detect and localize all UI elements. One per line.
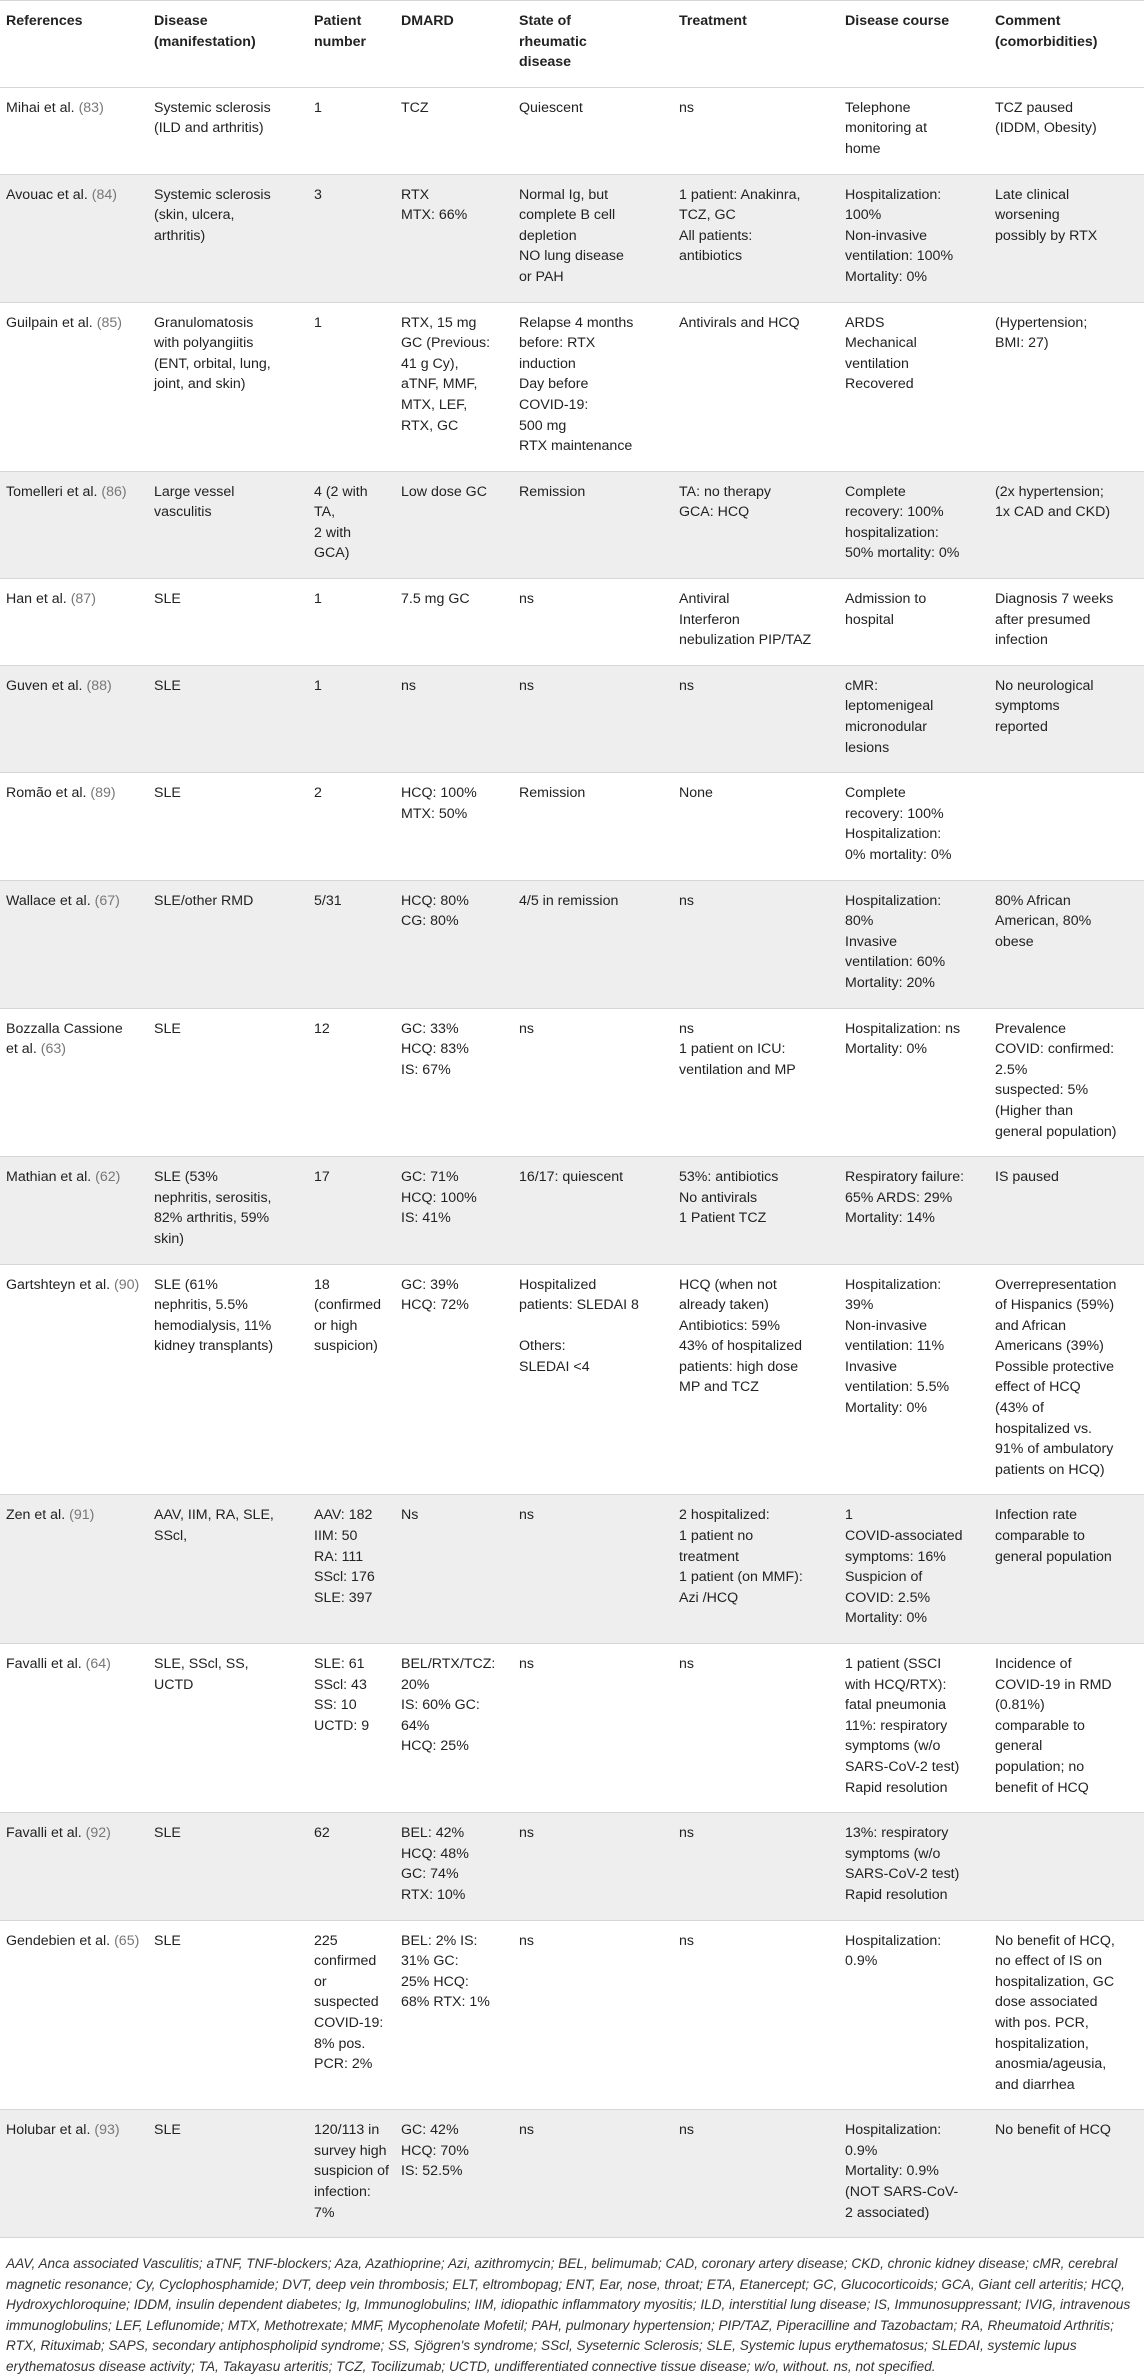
header-patient-number: Patient number	[308, 1, 395, 88]
comment-cell: TCZ paused (IDDM, Obesity)	[989, 87, 1144, 174]
reference-cell	[0, 1495, 148, 1644]
dmard-cell: BEL: 42% HCQ: 48% GC: 74% RTX: 10%	[395, 1813, 513, 1920]
treatment-cell: Antivirals and HCQ	[673, 302, 839, 471]
disease-cell: AAV, IIM, RA, SLE, SScl,	[148, 1495, 308, 1644]
treatment-cell: 1 patient: Anakinra, TCZ, GC All patients: antibiotics	[673, 174, 839, 302]
table-row	[0, 174, 1144, 302]
patient-number-cell: 1	[308, 579, 395, 666]
reference-author: Mathian et al.	[6, 1169, 92, 1186]
table-row	[0, 1495, 1144, 1644]
disease-cell: Systemic sclerosis (skin, ulcera, arthritis)	[148, 174, 308, 302]
comment-cell: Late clinical worsening possibly by RTX	[989, 174, 1144, 302]
reference-author: Zen et al.	[6, 1507, 66, 1524]
reference-link[interactable]: (83)	[78, 99, 104, 116]
treatment-cell: ns	[673, 880, 839, 1008]
state-cell: Remission	[513, 773, 673, 880]
state-cell: ns	[513, 579, 673, 666]
header-comment: Comment (comorbidities)	[989, 1, 1144, 88]
patient-number-cell: 17	[308, 1157, 395, 1264]
dmard-cell: HCQ: 100% MTX: 50%	[395, 773, 513, 880]
reference-link[interactable]: (90)	[114, 1276, 140, 1293]
reference-link[interactable]: (88)	[86, 677, 112, 694]
patient-number-cell: 225 confirmed or suspected COVID-19: 8% pos. PCR: 2%	[308, 1920, 395, 2110]
treatment-cell: ns	[673, 1813, 839, 1920]
dmard-cell: GC: 39% HCQ: 72%	[395, 1264, 513, 1495]
table-row	[0, 1008, 1144, 1157]
patient-number-cell: 3	[308, 174, 395, 302]
disease-course-cell: ARDS Mechanical ventilation Recovered	[839, 302, 989, 471]
disease-cell: SLE	[148, 579, 308, 666]
state-cell: Hospitalized patients: SLEDAI 8 Others: SLEDAI <4	[513, 1264, 673, 1495]
table-row	[0, 302, 1144, 471]
state-cell: Normal Ig, but complete B cell depletion NO lung disease or PAH	[513, 174, 673, 302]
reference-link[interactable]: (86)	[101, 483, 127, 500]
disease-course-cell: Hospitalization: 80% Invasive ventilation: 60% Mortality: 20%	[839, 880, 989, 1008]
state-cell: ns	[513, 1495, 673, 1644]
disease-course-cell: 1 COVID-associated symptoms: 16% Suspicion of COVID: 2.5% Mortality: 0%	[839, 1495, 989, 1644]
reference-cell	[0, 471, 148, 578]
treatment-cell: ns	[673, 1644, 839, 1813]
disease-cell: SLE	[148, 2110, 308, 2238]
reference-cell	[0, 1008, 148, 1157]
table-row	[0, 1644, 1144, 1813]
reference-cell	[0, 302, 148, 471]
disease-course-cell: Telephone monitoring at home	[839, 87, 989, 174]
table-row	[0, 2110, 1144, 2238]
patient-number-cell: AAV: 182 IIM: 50 RA: 111 SScl: 176 SLE: 397	[308, 1495, 395, 1644]
comment-cell: No benefit of HCQ, no effect of IS on hospitalization, GC dose associated with pos. PCR, hospitalization, anosmia/ageusia, and diarrhea	[989, 1920, 1144, 2110]
disease-cell: SLE	[148, 1008, 308, 1157]
disease-course-cell: Hospitalization: 0.9% Mortality: 0.9% (NOT SARS-CoV- 2 associated)	[839, 2110, 989, 2238]
comment-cell: Incidence of COVID-19 in RMD (0.81%) comparable to general population; no benefit of HCQ	[989, 1644, 1144, 1813]
state-cell: ns	[513, 665, 673, 772]
table-row	[0, 1157, 1144, 1264]
dmard-cell: GC: 42% HCQ: 70% IS: 52.5%	[395, 2110, 513, 2238]
reference-cell	[0, 1157, 148, 1264]
reference-cell	[0, 773, 148, 880]
disease-course-cell: Hospitalization: 0.9%	[839, 1920, 989, 2110]
dmard-cell: HCQ: 80% CG: 80%	[395, 880, 513, 1008]
treatment-cell: ns	[673, 2110, 839, 2238]
treatment-cell: 2 hospitalized: 1 patient no treatment 1 patient (on MMF): Azi /HCQ	[673, 1495, 839, 1644]
reference-link[interactable]: (67)	[94, 892, 120, 909]
comment-cell: No neurological symptoms reported	[989, 665, 1144, 772]
comment-cell	[989, 773, 1144, 880]
treatment-cell: ns	[673, 1920, 839, 2110]
reference-author: Bozzalla Cassione et al.	[6, 1020, 123, 1058]
treatment-cell: None	[673, 773, 839, 880]
disease-course-cell: Respiratory failure: 65% ARDS: 29% Mortality: 14%	[839, 1157, 989, 1264]
table-row	[0, 773, 1144, 880]
state-cell: ns	[513, 1644, 673, 1813]
patient-number-cell: 2	[308, 773, 395, 880]
disease-cell: SLE/other RMD	[148, 880, 308, 1008]
reference-cell	[0, 87, 148, 174]
reference-author: Gendebien et al.	[6, 1932, 111, 1949]
reference-cell	[0, 665, 148, 772]
reference-author: Holubar et al.	[6, 2122, 91, 2139]
patient-number-cell: SLE: 61 SScl: 43 SS: 10 UCTD: 9	[308, 1644, 395, 1813]
reference-author: Wallace et al.	[6, 892, 91, 909]
disease-cell: SLE, SScl, SS, UCTD	[148, 1644, 308, 1813]
table-row	[0, 665, 1144, 772]
disease-cell: Systemic sclerosis (ILD and arthritis)	[148, 87, 308, 174]
reference-cell	[0, 1813, 148, 1920]
patient-number-cell: 5/31	[308, 880, 395, 1008]
disease-course-cell: Admission to hospital	[839, 579, 989, 666]
state-cell: ns	[513, 1813, 673, 1920]
treatment-cell: Antiviral Interferon nebulization PIP/TAZ	[673, 579, 839, 666]
reference-author: Favalli et al.	[6, 1656, 82, 1672]
header-dmard: DMARD	[395, 1, 513, 88]
dmard-cell: Low dose GC	[395, 471, 513, 578]
treatment-cell: ns 1 patient on ICU: ventilation and MP	[673, 1008, 839, 1157]
disease-course-cell: Hospitalization: 39% Non-invasive ventilation: 11% Invasive ventilation: 5.5% Mortality: 0%	[839, 1264, 989, 1495]
reference-link[interactable]: (89)	[90, 785, 116, 802]
patient-number-cell: 12	[308, 1008, 395, 1157]
reference-author: Guven et al.	[6, 677, 83, 694]
reference-cell	[0, 880, 148, 1008]
reference-link[interactable]: (65)	[114, 1932, 140, 1949]
dmard-cell: ns	[395, 665, 513, 772]
reference-author: Avouac et al.	[6, 186, 88, 203]
header-state: State of rheumatic disease	[513, 1, 673, 88]
dmard-cell: GC: 71% HCQ: 100% IS: 41%	[395, 1157, 513, 1264]
comment-cell: Infection rate comparable to general population	[989, 1495, 1144, 1644]
reference-author: Mihai et al.	[6, 99, 75, 116]
disease-course-cell: Hospitalization: 100% Non-invasive ventilation: 100% Mortality: 0%	[839, 174, 989, 302]
state-cell: ns	[513, 2110, 673, 2238]
disease-cell: SLE (61% nephritis, 5.5% hemodialysis, 11% kidney transplants)	[148, 1264, 308, 1495]
treatment-cell: ns	[673, 87, 839, 174]
header-disease: Disease (manifestation)	[148, 1, 308, 88]
table-row	[0, 471, 1144, 578]
comment-cell: Prevalence COVID: confirmed: 2.5% suspected: 5% (Higher than general population)	[989, 1008, 1144, 1157]
state-cell: ns	[513, 1920, 673, 2110]
comment-cell: 80% African American, 80% obese	[989, 880, 1144, 1008]
disease-course-cell: cMR: leptomenigeal micronodular lesions	[839, 665, 989, 772]
reference-link[interactable]: (87)	[70, 591, 96, 608]
disease-course-cell: Complete recovery: 100% Hospitalization: 0% mortality: 0%	[839, 773, 989, 880]
table-row	[0, 87, 1144, 174]
dmard-cell: BEL: 2% IS: 31% GC: 25% HCQ: 68% RTX: 1%	[395, 1920, 513, 2110]
state-cell: Remission	[513, 471, 673, 578]
reference-author: Tomelleri et al.	[6, 483, 98, 500]
reference-link[interactable]: (93)	[94, 2122, 120, 2139]
table-row	[0, 1264, 1144, 1495]
treatment-cell: 53%: antibiotics No antivirals 1 Patient TCZ	[673, 1157, 839, 1264]
dmard-cell: BEL/RTX/TCZ: 20% IS: 60% GC: 64% HCQ: 25%	[395, 1644, 513, 1813]
dmard-cell: Ns	[395, 1495, 513, 1644]
reference-link[interactable]: (64)	[85, 1656, 111, 1672]
disease-cell: Granulomatosis with polyangiitis (ENT, orbital, lung, joint, and skin)	[148, 302, 308, 471]
table-row	[0, 579, 1144, 666]
reference-link[interactable]: (63)	[40, 1041, 66, 1058]
patient-number-cell: 1	[308, 302, 395, 471]
comment-cell: IS paused	[989, 1157, 1144, 1264]
comment-cell: (Hypertension; BMI: 27)	[989, 302, 1144, 471]
table-body	[0, 87, 1144, 2237]
state-cell: Quiescent	[513, 87, 673, 174]
table-row	[0, 880, 1144, 1008]
state-cell: 4/5 in remission	[513, 880, 673, 1008]
table-row	[0, 1920, 1144, 2110]
reference-cell	[0, 1264, 148, 1495]
disease-cell: SLE	[148, 1920, 308, 2110]
disease-cell: SLE	[148, 773, 308, 880]
reference-cell	[0, 579, 148, 666]
disease-course-cell: Complete recovery: 100% hospitalization: 50% mortality: 0%	[839, 471, 989, 578]
header-references: References	[0, 1, 148, 88]
comment-cell: Diagnosis 7 weeks after presumed infection	[989, 579, 1144, 666]
comment-cell: (2x hypertension; 1x CAD and CKD)	[989, 471, 1144, 578]
table-row	[0, 1813, 1144, 1920]
dmard-cell: RTX MTX: 66%	[395, 174, 513, 302]
treatment-cell: ns	[673, 665, 839, 772]
reference-link[interactable]: (91)	[69, 1507, 95, 1524]
comment-cell	[989, 1813, 1144, 1920]
reference-author: Han et al.	[6, 591, 67, 608]
reference-cell	[0, 174, 148, 302]
state-cell: ns	[513, 1008, 673, 1157]
patient-number-cell: 62	[308, 1813, 395, 1920]
comment-cell: No benefit of HCQ	[989, 2110, 1144, 2238]
reference-cell	[0, 2110, 148, 2238]
state-cell: Relapse 4 months before: RTX induction Day before COVID-19: 500 mg RTX maintenance	[513, 302, 673, 471]
reference-link[interactable]: (92)	[85, 1825, 111, 1842]
treatment-cell: HCQ (when not already taken) Antibiotics: 59% 43% of hospitalized patients: high dose MP and TCZ	[673, 1264, 839, 1495]
patient-number-cell: 18 (confirmed or high suspicion)	[308, 1264, 395, 1495]
disease-course-cell: Hospitalization: ns Mortality: 0%	[839, 1008, 989, 1157]
reference-link[interactable]: (62)	[95, 1169, 121, 1186]
patient-number-cell: 1	[308, 87, 395, 174]
header-treatment: Treatment	[673, 1, 839, 88]
state-cell: 16/17: quiescent	[513, 1157, 673, 1264]
reference-link[interactable]: (84)	[91, 186, 117, 203]
patient-number-cell: 1	[308, 665, 395, 772]
reference-author: Favalli et al.	[6, 1825, 82, 1842]
dmard-cell: TCZ	[395, 87, 513, 174]
reference-author: Guilpain et al.	[6, 314, 93, 331]
dmard-cell: 7.5 mg GC	[395, 579, 513, 666]
patient-number-cell: 4 (2 with TA, 2 with GCA)	[308, 471, 395, 578]
dmard-cell: RTX, 15 mg GC (Previous: 41 g Cy), aTNF, MMF, MTX, LEF, RTX, GC	[395, 302, 513, 471]
patient-number-cell: 120/113 in survey high suspicion of infection: 7%	[308, 2110, 395, 2238]
disease-cell: SLE (53% nephritis, serositis, 82% arthritis, 59% skin)	[148, 1157, 308, 1264]
reference-cell	[0, 1644, 148, 1813]
treatment-cell: TA: no therapy GCA: HCQ	[673, 471, 839, 578]
dmard-cell: GC: 33% HCQ: 83% IS: 67%	[395, 1008, 513, 1157]
reference-author: Romão et al.	[6, 785, 87, 802]
comment-cell: Overrepresentation of Hispanics (59%) and African Americans (39%) Possible protective effect of HCQ (43% of hospitalized vs. 91% of ambulatory patients on HCQ)	[989, 1264, 1144, 1495]
header-disease-course: Disease course	[839, 1, 989, 88]
reference-link[interactable]: (85)	[96, 314, 122, 331]
disease-course-cell: 1 patient (SSCI with HCQ/RTX): fatal pneumonia 11%: respiratory symptoms (w/o SARS-CoV-2 test) Rapid resolution	[839, 1644, 989, 1813]
disease-cell: Large vessel vasculitis	[148, 471, 308, 578]
table-footnote: AAV, Anca associated Vasculitis; aTNF, TNF-blockers; Aza, Azathioprine; Azi, azithromycin; BEL, belimumab; CAD, coronary artery disease; CKD, chronic kidney disease; cMR, cerebral magnetic resonance; Cy, Cyclophosphamide; DVT, deep vein thrombosis; ELT, eltrombopag; ENT, Ear, nose, throat; ETA, Etanercept; GC, Glucocorticoids; GCA, Giant cell arteritis; HCQ, Hydroxychloroquine; IDDM, insulin dependent diabetes; Ig, Immunoglobulins; IIM, idiopathic inflammatory myositis; ILD, interstitial lung disease; IS, Immunosuppressant; IVIG, intravenous immunoglobulins; LEF, Leflunomide; MTX, Methotrexate; MMF, Mycophenolate Mofetil; PAH, pulmonary hypertension; PIP/TAZ, Piperacilline and Tazobactam; RA, Rheumatoid Arthritis; RTX, Rituximab; SAPS, secondary antiphospholipid syndrome; SS, Sjögren's syndrome; SScl, Syseternic Sclerosis; SLE, Systemic lupus erythematosus; SLEDAI, systemic lupus erythematosus disease activity; TA, Takayasu arteritis; TCZ, Tocilizumab; UCTD, undifferentiated connective tissue disease; w/o, without. ns, not specified.	[6, 2256, 1131, 2374]
reference-cell	[0, 1920, 148, 2110]
table-header-row	[0, 1, 1144, 88]
disease-course-cell: 13%: respiratory symptoms (w/o SARS-CoV-2 test) Rapid resolution	[839, 1813, 989, 1920]
disease-cell: SLE	[148, 665, 308, 772]
disease-cell: SLE	[148, 1813, 308, 1920]
reference-author: Gartshteyn et al.	[6, 1276, 111, 1293]
